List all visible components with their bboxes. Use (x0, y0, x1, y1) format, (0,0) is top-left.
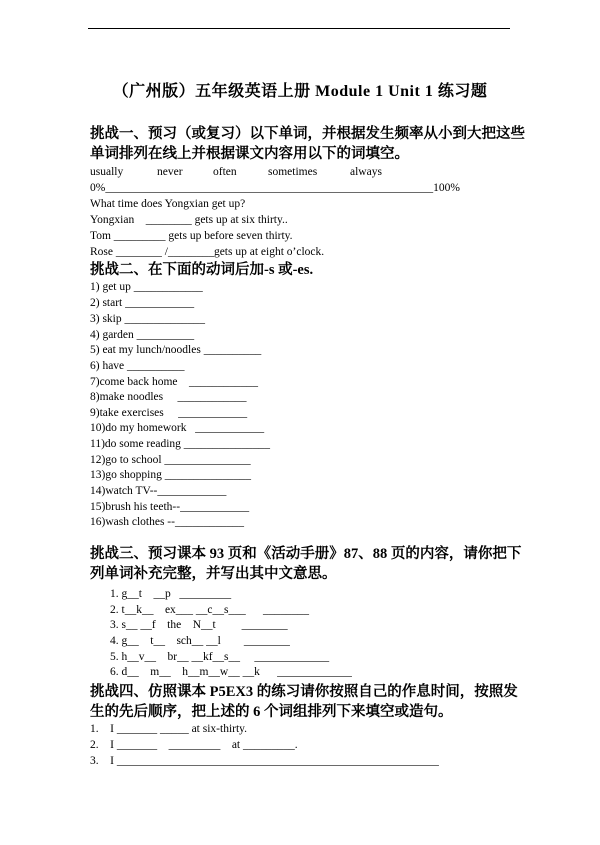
fill-line: Tom _________ gets up before seven thirty. (90, 230, 293, 242)
verb-item: 12)go to school _______________ (90, 454, 251, 466)
challenge1-heading-line2: 单词排列在线上并根据课文内容用以下的词填空。 (90, 146, 409, 162)
word-completion-item: 6. d__ m__ h__m__w__ __k _____________ (110, 666, 352, 678)
challenge1-heading-line1: 挑战一、预习（或复习）以下单词，并根据发生频率从小到大把这些 (90, 126, 525, 142)
verb-item: 10)do my homework ____________ (90, 422, 265, 434)
challenge3-heading-line1: 挑战三、预习课本 93 页和《活动手册》87、88 页的内容，请你把下 (90, 546, 522, 562)
sentence-item: 3. I ________________________________________________________ (90, 755, 439, 767)
sentence-item: 1. I _______ _____ at six-thirty. (90, 723, 248, 735)
word-completion-item: 2. t__k__ ex___ __c__s___ ________ (110, 604, 310, 616)
fill-line: Yongxian ________ gets up at six thirty.. (90, 214, 288, 226)
challenge4-heading-line1: 挑战四、仿照课本 P5EX3 的练习请你按照自己的作息时间，按照发 (90, 684, 518, 700)
word-completion-item: 1. g__t __p _________ (110, 588, 232, 600)
verb-item: 11)do some reading _______________ (90, 438, 271, 450)
word-completion-item: 3. s__ __f the N__t ________ (110, 619, 288, 631)
sentence-item: 2. I _______ _________ at _________. (90, 739, 298, 751)
verb-item: 1) get up ____________ (90, 281, 203, 293)
verb-item: 9)take exercises ____________ (90, 407, 248, 419)
word-often: often (213, 166, 237, 178)
word-usually: usually (90, 166, 124, 178)
challenge4-heading-line2: 生的先后顺序，把上述的 6 个词组排列下来填空或造句。 (90, 704, 453, 720)
word-never: never (157, 166, 183, 178)
verb-item: 16)wash clothes --____________ (90, 516, 244, 528)
challenge3-heading-line2: 列单词补充完整，并写出其中文意思。 (90, 566, 337, 582)
verb-item: 8)make noodles ____________ (90, 391, 247, 403)
verb-item: 13)go shopping _______________ (90, 469, 251, 481)
verb-item: 3) skip ______________ (90, 313, 205, 325)
word-always: always (350, 166, 382, 178)
verb-item: 6) have __________ (90, 360, 185, 372)
verb-item: 5) eat my lunch/noodles __________ (90, 344, 262, 356)
frequency-scale-line: 0%_________________________________________________________100% (90, 182, 460, 194)
word-completion-item: 4. g__ t__ sch__ __l ________ (110, 635, 290, 647)
word-completion-item: 5. h__v__ br__ __kf__s__ _____________ (110, 651, 330, 663)
verb-item: 15)brush his teeth--____________ (90, 501, 250, 513)
challenge2-heading: 挑战二、在下面的动词后加-s 或-es. (90, 262, 314, 278)
top-rule (88, 28, 510, 29)
fill-line: Rose ________ /________gets up at eight o’clock. (90, 246, 325, 258)
verb-item: 4) garden __________ (90, 329, 195, 341)
question-line: What time does Yongxian get up? (90, 198, 246, 210)
word-sometimes: sometimes (268, 166, 318, 178)
verb-item: 14)watch TV--____________ (90, 485, 227, 497)
verb-item: 2) start ____________ (90, 297, 195, 309)
verb-item: 7)come back home ____________ (90, 376, 258, 388)
page-title: （广州版）五年级英语上册 Module 1 Unit 1 练习题 (112, 83, 488, 100)
